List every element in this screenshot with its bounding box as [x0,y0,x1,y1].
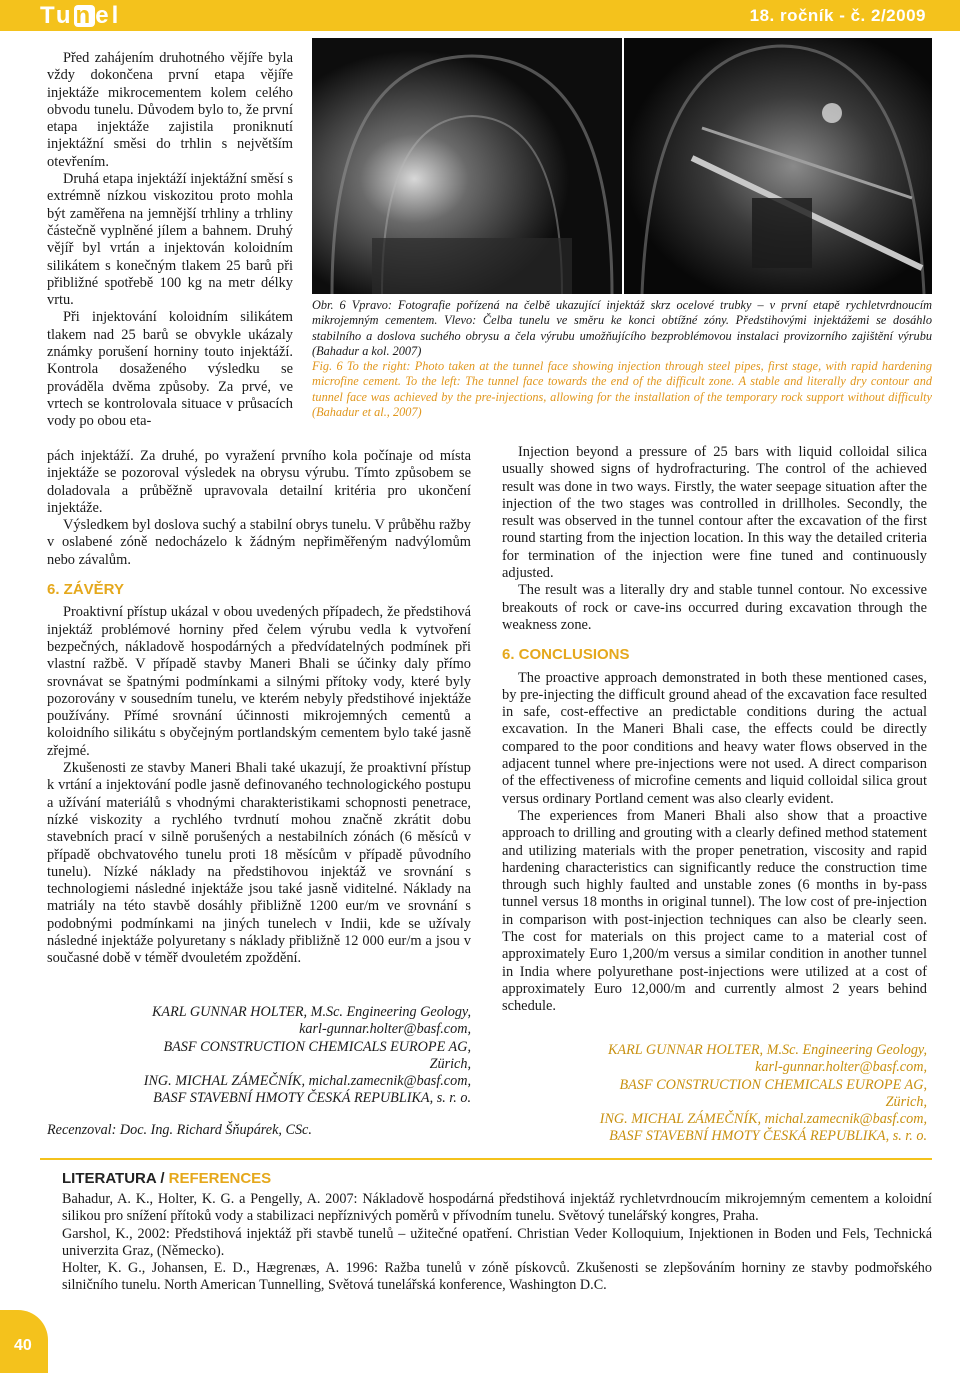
reference-item: Bahadur, A. K., Holter, K. G. a Pengelly, A. 2007: Nákladově hospodárná předstihová injektáž rychletvrdnoucím mikrojemným cementem a koloidní silikou pro snížení přítoků vody a stabilizaci nepříznivých poměrů v přívodním tunelu. Světový tunelářský kongres, Praha. [62,1191,932,1225]
cz-column-bottom [47,448,471,968]
author-line: ING. MICHAL ZÁMEČNÍK, michal.zamecnik@basf.com, [599,1111,927,1128]
cz-section-heading: 6. ZÁVĚRY [47,581,124,599]
en-paragraph-2: The result was a literally dry and stable tunnel contour. No excessive breakouts of rock or cave-ins occurred during excavation through the weakness zone. [502,582,927,633]
reference-item: Garshol, K., 2002: Předstihová injektáž při stavbě tunelů – užitečné opatření. Christian Veder Kolloquium, Injektionen in Boden und Fels, Technická univerzita Graz, (Německo). [62,1225,932,1259]
author-company: BASF CONSTRUCTION CHEMICALS EUROPE AG, [163,1038,471,1055]
reference-list [62,1191,932,1295]
page-header [0,0,960,31]
cz-paragraph-1: Před zahájením druhotného vějíře byla vždy dokončena první etapa vějíře injektáže mikrocementem kolem celého obvodu tunelu. Důvodem bylo to, že první etapa injektáže zajistila proniknutí injektážní směsi do trhlin s největším otevřením. [47,50,293,170]
caption-en: Fig. 6 To the right: Photo taken at the tunnel face showing injection through steel pipes, first stage, with rapid hardening microfine cement. To the left: The tunnel face towards the end of the difficult zone. A stable and literally dry contour and tunnel face was achieved by the pre-injections, allowing for the installation of the temporary rock support without difficulty (Bahadur et al., 2007) [312,359,932,420]
tunnel-photo-image [312,38,932,294]
author-company: BASF STAVEBNÍ HMOTY ČESKÁ REPUBLIKA, s. r. o. [609,1128,927,1145]
author-line: KARL GUNNAR HOLTER, M.Sc. Engineering Geology, [151,1004,471,1020]
reference-item: Holter, K. G., Johansen, E. D., Hægrenæs, A. 1996: Ražba tunelů v zóně pískovců. Zkušenosti se zlepšováním horniny ze stavby podmořského silničního tunelu. North American Tunnelling, Světová tunelářská konference, Washington D.C. [62,1260,932,1294]
cz-paragraph-6: Zkušenosti ze stavby Maneri Bhali také ukazují, že proaktivní přístup k vrtání a injektování podle jasně definovaného technologického postupu a užívání materiálů s vhodnými charakteristikami schopnosti penetrace, nízké viskozity a rychlého tvrdnutí mohou značně zkrátit dobu stavebních prací v silně porušených a nestabilních zónách (6 měsíců v případě obchvatového tunelu proti 18 měsícům v případě původního tunelu). Nízké náklady na předstihovou injektáž ve srovnání s technologiemi následné injektáže jsou také jasně viditelné. Náklady na matriály na této stavbě dosáhly přibližně 1200 eur/m ve srovnání s podobnými podmínkami na jiných tunelech v Indii, kde se užívaly následné injektáže polyuretany s náklady přibližně 12 000 eur/m a jsou v současné době v téměř dvouletém zpoždění. [47,760,471,967]
figure-caption [312,298,932,420]
cz-paragraph-2: Druhá etapa injektáží injektážní směsí s extrémně nízkou viskozitou proto mohla být zaměřena na jemnější trhliny a trhliny částečně vyplněné jílem a bahnem. Druhý vějíř byl vrtán a injektován koloidním silikátem s konečným tlakem 25 barů při přibližné spotřebě 100 kg na metr délky vrtu. [47,171,293,309]
en-paragraph-4: The experiences from Maneri Bhali also show that a proactive approach to drilling and grouting with a clearly defined method statement and utilizing materials with the proper penetration, viscosity and rapid hardening characteristics can significantly reduce the construction time through such highly faulted and unstable zones (6 months in by-pass tunnel versus 18 months in original tunnel). The low cost of pre-injection in comparison with post-injection techniques can also be clearly seen. The cost for materials on this project came to a material cost of approximately Euro 1,200/m versus a similar condition in another tunnel in India where polyurethane post-injections were utilized at a cost of approximately Euro 12,000/m and currently almost 2 years behind schedule. [502,807,927,1015]
author-city: Zürich, [429,1055,471,1072]
author-email: karl-gunnar.holter@basf.com, [299,1021,471,1038]
cz-paragraph-5: Proaktivní přístup ukázal v obou uvedených případech, že předstihová injektáž problémové horniny před čelem výrubu vedla k vytvoření bezpečných, nákladově hospodárných a předvídatelných podmínek při vlastní ražbě. V případě stavby Maneri Bhali se účinky daly přímo srovnávat se špatnými podmínkami a silnými přítoky vody, které byly pozorovány v sousedním tunelu, ve kterém nebyly předstihové injektáže používány. Přímé srovnání účinnosti mikrojemných cementů a koloidního silikátu s obyčejným portlandským cementem bylo také jasně zřejmé. [47,604,471,759]
author-company: BASF CONSTRUCTION CHEMICALS EUROPE AG, [619,1076,927,1093]
en-authors [502,1042,927,1146]
caption-cz: Obr. 6 Vpravo: Fotografie pořízená na čelbě ukazující injektáž skrz ocelové trubky – v první etapě rychletvrdnoucím mikrojemným cementem. Vlevo: Čelba tunelu ve směru ke konci obtížné zóny. Předstihovými injektážemi se dosáhlo stabilního a doslova suchého obrysu a čela výrubu umožňujícího bezproblémovou instalaci provizorního zajištění výrubu (Bahadur a kol. 2007) [312,298,932,358]
author-company: BASF STAVEBNÍ HMOTY ČESKÁ REPUBLIKA, s. r. o. [153,1090,471,1107]
en-section-heading: 6. CONCLUSIONS [502,646,630,664]
cz-paragraph-3a: Při injektování koloidním silikátem tlakem nad 25 barů se obvykle ukázaly známky porušení horniny touto injektáží. Kontrola dosaženého výsledku se prováděla dvěma způsoby. Za prvé, ve vrtech se kontrolovala situace v průsacích vody po obou eta- [47,309,293,430]
page-number-tab [0,1310,48,1373]
en-paragraph-3: The proactive approach demonstrated in both these mentioned cases, by pre-injecting the difficult ground ahead of the excavation face resulted in safe, cost-effective an predictable conditions during the actual excavation. In the Maneri Bhali case, the effects could be directly compared to the poor conditions and heavy water flows observed in the adjacent tunnel where pre-injections were not used. A direct comparison of the effectiveness of microfine cements and liquid colloidal silica grout versus ordinary Portland cement was also clearly evident. [502,669,927,807]
en-paragraph-1: Injection beyond a pressure of 25 bars with liquid colloidal silica usually showed signs of hydrofracturing. The control of the achieved result was done in two ways. Firstly, the water seepage situation after the injection of the two stages was controlled in drillholes. Secondly, the result was observed in the tunnel contour after the excavation of the first round starting from the injection location. In this way the detailed criteria for termination of the injection were fine tuned and continuously adjusted. [502,444,927,582]
page-number: 40 [14,1337,32,1354]
cz-column-top [47,50,293,431]
cz-authors [47,1004,471,1108]
author-line: ING. MICHAL ZÁMEČNÍK, michal.zamecnik@basf.com, [143,1073,471,1090]
author-city: Zürich, [885,1093,927,1110]
section-divider [40,1158,932,1160]
cz-paragraph-4: Výsledkem byl doslova suchý a stabilní obrys tunelu. V průběhu ražby v oslabené zóně nedocházelo k žádným nepřiměřeným nadvýlomům nebo závalům. [47,517,471,568]
literature-heading: LITERATURA / REFERENCES [62,1170,272,1187]
en-column [502,444,927,1016]
author-line: KARL GUNNAR HOLTER, M.Sc. Engineering Geology, [607,1042,927,1058]
journal-logo: Tunel [40,2,122,29]
reviewer: Recenzoval: Doc. Ing. Richard Šňupárek, CSc. [47,1122,312,1138]
cz-paragraph-3b: pách injektáží. Za druhé, po vyražení prvního kola počínaje od místa injektáže se pozoroval výsledek na obrysu výrubu. Tímto způsobem se doladovala a průběžně upravovala detailní kritéria pro ukončení injektáže. [47,448,471,516]
tunnel-photo [312,38,932,294]
issue-label: 18. ročník - č. 2/2009 [749,6,926,25]
author-email: karl-gunnar.holter@basf.com, [755,1059,927,1076]
